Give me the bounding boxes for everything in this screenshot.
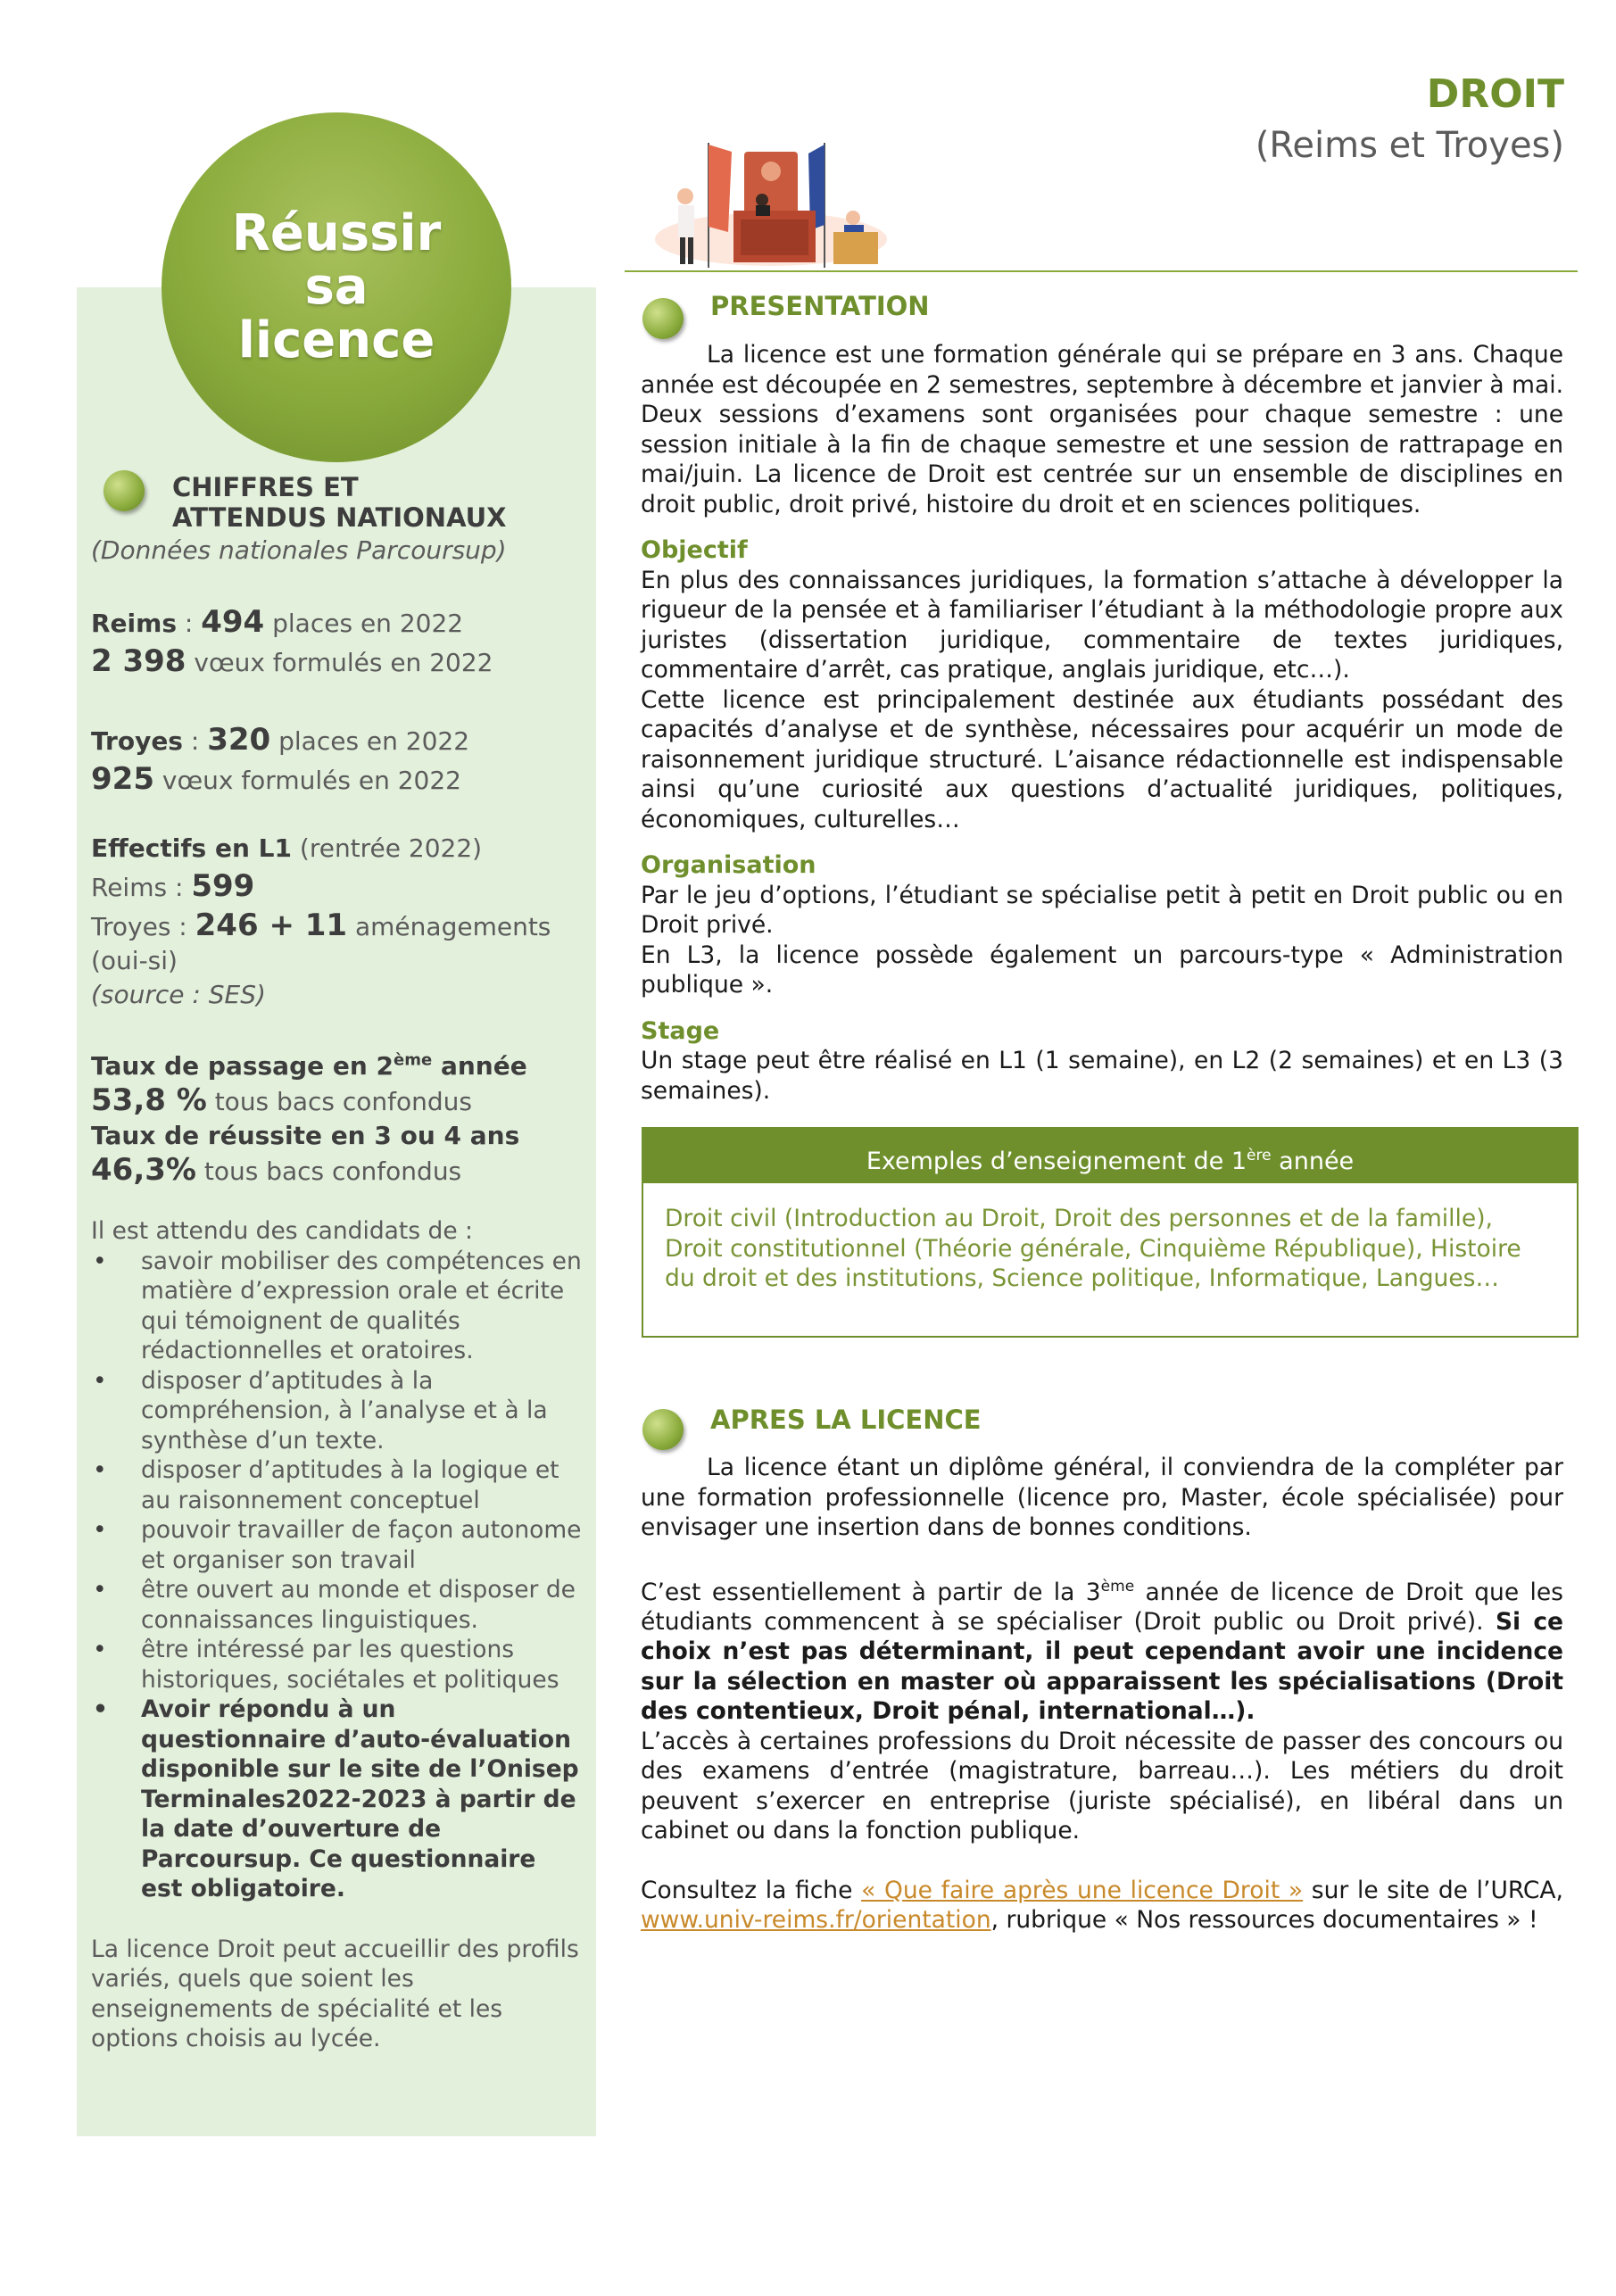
effectifs-troyes-note: (oui-si) bbox=[91, 946, 178, 975]
attendu-item: • être intéressé par les questions historiques, sociétales et politiques bbox=[91, 1635, 582, 1695]
organisation-paragraph-1: Par le jeu d’options, l’étudiant se spécialise petit à petit en Droit public ou en Droit privé. bbox=[641, 881, 1563, 939]
urca-orientation-link[interactable]: www.univ-reims.fr/orientation bbox=[641, 1906, 991, 1935]
badge-circle bbox=[162, 112, 511, 462]
effectifs-source: (source : SES) bbox=[91, 980, 266, 1009]
presentation-paragraph: La licence est une formation générale qui se prépare en 3 ans. Chaque année est découpée en 2 semestres, septembre à décembre et janvier à mai. Deux sessions d’examens sont organisées pour chaque semestre : une session initiale à la fin de chaque semestre et une session de rattrapage en mai/juin. La licence de Droit est centrée sur un ensemble de disciplines en droit public, droit privé, histoire du droit et en sciences politiques. bbox=[641, 341, 1563, 518]
attendu-item: • savoir mobiliser des compétences en matière d’expression orale et écrite qui témoignent de qualités rédactionnelles et oratoires. bbox=[91, 1247, 582, 1366]
sidebar-heading-line2: ATTENDUS NATIONAUX bbox=[172, 502, 507, 533]
objectif-paragraph-2: Cette licence est principalement destinée aux étudiants possédant des capacités d’analyse et de synthèse, nécessaires pour acquérir un mode de raisonnement juridique structuré. L’aisance rédactionnelle est indispensable ainsi qu’une curiosité aux questions d’actualité juridiques, politiques, économiques, culturelles… bbox=[641, 685, 1563, 833]
stage-paragraph: Un stage peut être réalisé en L1 (1 semaine), en L2 (2 semaines) et en L3 (3 semaines). bbox=[641, 1047, 1563, 1105]
objectif-paragraph-1: En plus des connaissances juridiques, la formation s’attache à développer la rigueur de la pensée et à familiariser l’étudiant à la méthodologie propre aux juristes (dissertation juridique, commentaire de textes juridiques, commentaire d’arrêt, cas pratique, anglais juridique, etc…). bbox=[641, 566, 1563, 684]
attendus-block bbox=[91, 1216, 582, 2054]
page-title: DROIT bbox=[1426, 71, 1564, 117]
bullet-dot-icon bbox=[642, 1409, 684, 1450]
profils-note: La licence Droit peut accueillir des profils variés, quels que soient les enseignements de spécialité et les options choisis au lycée. bbox=[91, 1935, 579, 2052]
courtroom-illustration bbox=[646, 134, 894, 269]
apres-paragraph-3: L’accès à certaines professions du Droit nécessite de passer des concours ou des examens d’entrée (magistrature, barreau…). Les métiers du droit peuvent s’exercer en entreprise (juriste spécialisé), en libéral dans un cabinet ou dans la fonction publique. bbox=[641, 1727, 1563, 1845]
page-subtitle: (Reims et Troyes) bbox=[1255, 125, 1564, 166]
attendu-item-obligatoire: • Avoir répondu à un questionnaire d’auto-évaluation disponible sur le site de l’Onisep Terminales2022-2023 à partir de la date d’ouverture de Parcoursup. Ce questionnaire est obligatoire. bbox=[91, 1695, 582, 1904]
exemples-box bbox=[642, 1127, 1579, 1338]
apres-paragraph-4: Consultez la fiche « Que faire après une licence Droit » sur le site de l’URCA, www.univ-reims.fr/orientation, rubrique « Nos ressources documentaires » ! bbox=[641, 1876, 1563, 1935]
sidebar-heading-line1: CHIFFRES ET bbox=[172, 472, 359, 502]
reims-voeux: 2 398 vœux formulés en 2022 bbox=[91, 643, 493, 679]
effectifs-title: Effectifs en L1 (rentrée 2022) bbox=[91, 833, 483, 863]
exemples-title: Exemples d’enseignement de 1ère année bbox=[643, 1129, 1577, 1183]
taux-passage-label: Taux de passage en 2ème année bbox=[91, 1051, 527, 1082]
header-rule bbox=[625, 270, 1578, 272]
troyes-voeux: 925 vœux formulés en 2022 bbox=[91, 761, 461, 797]
organisation-heading: Organisation bbox=[641, 851, 816, 879]
presentation-body bbox=[641, 340, 1563, 1106]
attendu-item: • disposer d’aptitudes à la compréhension, à l’analyse et à la synthèse d’un texte. bbox=[91, 1366, 582, 1456]
taux-passage-value: 53,8 % tous bacs confondus bbox=[91, 1082, 472, 1119]
attendu-item: • pouvoir travailler de façon autonome et organiser son travail bbox=[91, 1515, 582, 1575]
apres-heading: APRES LA LICENCE bbox=[710, 1405, 982, 1435]
attendu-item: • disposer d’aptitudes à la logique et au raisonnement conceptuel bbox=[91, 1455, 582, 1515]
source-note: (Données nationales Parcoursup) bbox=[91, 535, 507, 565]
bullet-dot-icon bbox=[104, 470, 145, 511]
attendus-intro: Il est attendu des candidats de : bbox=[91, 1217, 473, 1245]
apres-paragraph-1: La licence étant un diplôme général, il conviendra de la compléter par une formation professionnelle (licence pro, Master, école spécialisée) pour envisager une insertion dans de bonnes conditions. bbox=[641, 1454, 1563, 1541]
stage-heading: Stage bbox=[641, 1016, 720, 1045]
effectifs-reims: Reims : 599 bbox=[91, 868, 255, 904]
objectif-heading: Objectif bbox=[641, 536, 748, 564]
attendu-item: • être ouvert au monde et disposer de connaissances linguistiques. bbox=[91, 1575, 582, 1635]
reims-places: Reims : 494 places en 2022 bbox=[91, 604, 464, 640]
effectifs-troyes: Troyes : 246 + 11 aménagements bbox=[91, 908, 551, 943]
taux-reussite-label: Taux de réussite en 3 ou 4 ans bbox=[91, 1121, 520, 1151]
troyes-places: Troyes : 320 places en 2022 bbox=[91, 722, 470, 758]
apres-paragraph-2: C’est essentiellement à partir de la 3ème année de licence de Droit que les étudiants commencent à se spécialiser (Droit public ou Droit privé). Si ce choix n’est pas déterminant, il peut cependant avoir une incidence sur la sélection en master où apparaissent les spécialisations (Droit des contentieux, Droit pénal, international…). bbox=[641, 1577, 1564, 1726]
organisation-paragraph-2: En L3, la licence possède également un parcours-type « Administration publique ». bbox=[641, 941, 1563, 999]
sidebar-stats bbox=[91, 534, 582, 1189]
sidebar-heading bbox=[172, 472, 507, 533]
taux-reussite-value: 46,3% tous bacs confondus bbox=[91, 1152, 462, 1189]
badge-title: Réussir sa licence bbox=[231, 204, 442, 369]
fiche-link[interactable]: « Que faire après une licence Droit » bbox=[861, 1876, 1304, 1904]
bullet-dot-icon bbox=[642, 298, 684, 339]
apres-body bbox=[641, 1453, 1563, 1935]
exemples-text: Droit civil (Introduction au Droit, Droit des personnes et de la famille), Droit constitutionnel (Théorie générale, Cinquième République), Histoire du droit et des institutions, Science politique, Informatique, Langues… bbox=[665, 1205, 1521, 1292]
presentation-heading: PRESENTATION bbox=[710, 291, 930, 321]
